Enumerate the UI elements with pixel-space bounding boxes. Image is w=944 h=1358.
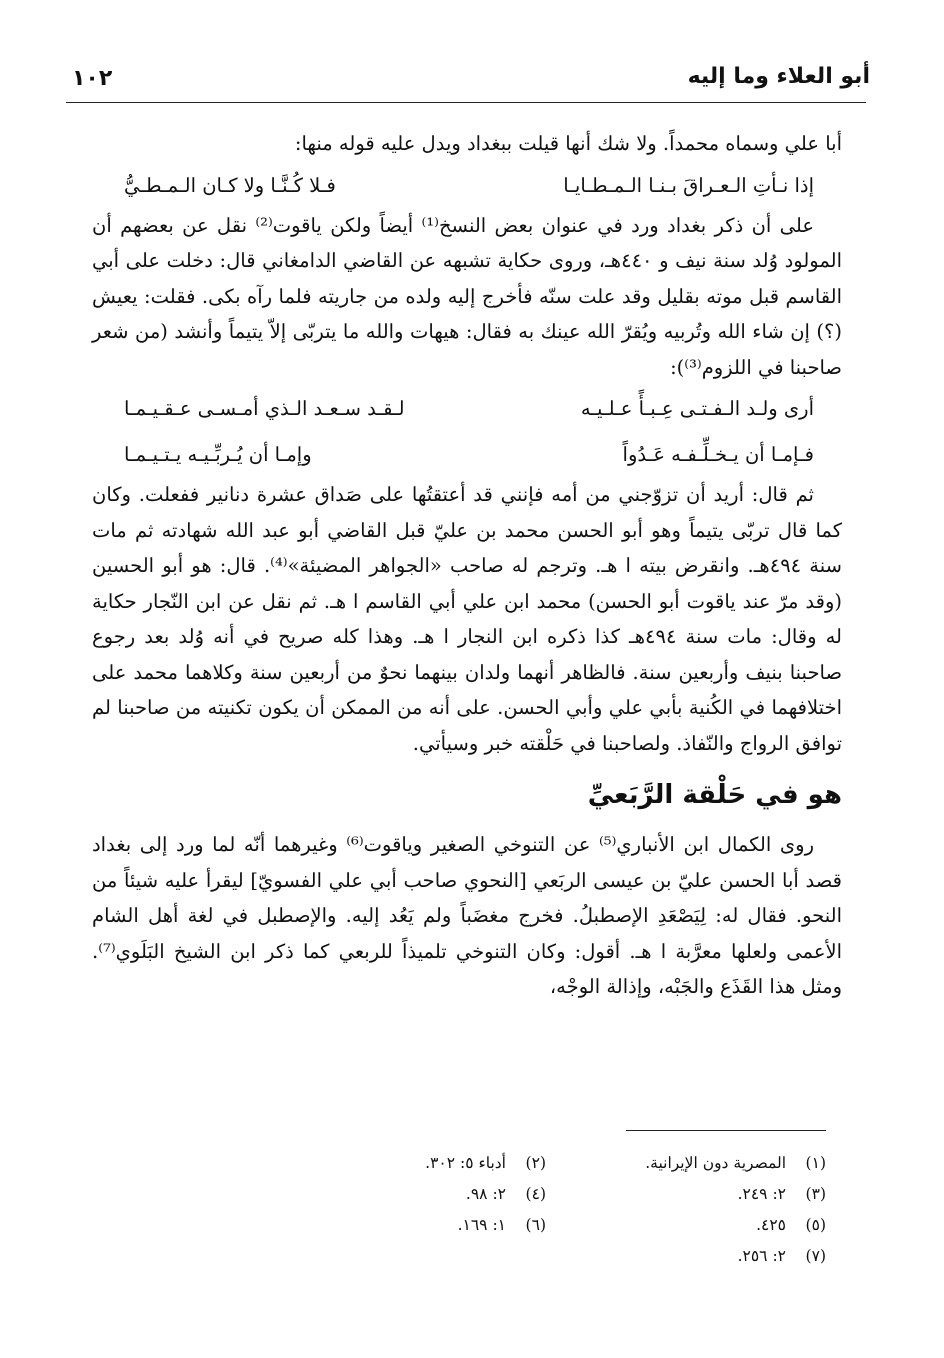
verse-1 [124,164,814,208]
header-rule [66,102,866,103]
verse-3 [124,433,814,477]
verse-1-second-hemistich: فـلا كُـنَّـا ولا كـان الـمـطـيُّ [124,173,336,197]
footnote-row [266,1179,826,1210]
verse-2 [124,387,814,431]
paragraph-2: على أن ذكر بغداد ورد في عنوان بعض النسخ⁽¹⁾ أيضاً ولكن ياقوت⁽²⁾ نقل عن بعضهم أن المولود وُلد سنة نيف و ٤٤٠هـ، وروى حكاية تشبهه عن القاضي الدامغاني قال: دخلت على أبي القاسم قبل موته بقليل وقد علت سنّه فأخرج إليه ولده من جاريته فلما رآه بكى. فقلت: يعيش (؟) إن شاء الله وتُربيه ويُقرّ الله عينك به فقال: هيهات والله ما يتربّى إلاّ يتيماً وأنشد (من شعر صاحبنا في اللزوم⁽³⁾): [92,213,842,379]
main-text [92,126,842,1005]
paragraph-3: ثم قال: أريد أن تزوّجني من أمه فإنني قد أعتقتُها على صَداق عشرة دنانير ففعلت. وكان كما قال تربّى يتيماً وهو أبو الحسن محمد بن عليّ قبل القاضي أبو عبد الله شهادته ثم مات سنة ٤٩٤هـ. وانقرض بيته ا هـ. وترجم له صاحب «الجواهر المضيئة»⁽⁴⁾. قال: هو أبو الحسين (وقد مرّ عند ياقوت أبو الحسن) محمد ابن علي أبي القاسم ا هـ. ثم نقل عن ابن النّجار حكاية له وقال: مات سنة ٤٩٤هـ كذا ذكره ابن النجار ا هـ. وهذا كله صريح في أنه وُلد بعد رجوع صاحبنا بنيف وأربعين سنة. فالظاهر أنهما ولدان بينهما نحوٌ من أربعين سنة وكلاهما محمد على اختلافهما في الكُنية بأبي علي وأبي الحسن. على أنه من الممكن أن يكون تكنيته من صاحبنا لم توافق الرواج والنّفاذ. ولصاحبنا في حَلْقته خبر وسيأتي. [92,483,842,755]
paragraph-4: روى الكمال ابن الأنباري⁽⁵⁾ عن التنوخي الصغير وياقوت⁽⁶⁾ وغيرهما أنّه لما ورد إلى بغداد قصد أبا الحسن عليّ بن عيسى الربَعي [النحوي صاحب أبي علي الفسويّ] ليقرأ عليه شيئاً من النحو. فقال له: لِيَصْعَدِ الإصطبلُ. فخرج مغضَباً ولم يَعُد إليه. والإصطبل في لغة أهل الشام الأعمى ولعلها معرَّبة ا هـ. أقول: وكان التنوخي تلميذاً للربعي كما ذكر ابن الشيخ البَلَوي⁽⁷⁾. ومثل هذا القَذَع والجَبْه، وإذالة الوجْه، [92,833,842,998]
footnote-row [266,1210,826,1241]
footnote-row [266,1148,826,1179]
verse-1-first-hemistich: إذا نـأتِ الـعـراقَ بـنـا الـمـطـايـا [563,173,814,197]
footnotes [266,1148,826,1272]
paragraph-1: أبا علي وسماه محمداً. ولا شك أنها قيلت ببغداد ويدل عليه قوله منها: [294,132,842,155]
running-head [50,64,870,98]
running-title: أبو العلاء وما إليه [687,64,870,89]
section-heading: هو في حَلْقة الرَّبَعيِّ [587,780,842,810]
footnote-2: (٢)أدباء ٥: ٣٠٢. [425,1154,546,1172]
footnote-1: (١)المصرية دون الإيرانية. [645,1154,826,1172]
footnote-rule [626,1130,826,1131]
verse-3-second-hemistich: وإمـا أن يُـربِّـيـه يـتـيـمـا [124,443,312,466]
verse-2-first-hemistich: أرى ولـد الـفـتـى عِـبـأً عـلـيـه [580,397,814,420]
footnote-7: (٧)٢: ٢٥٦. [737,1247,826,1265]
verse-2-second-hemistich: لـقـد سـعـد الـذي أمـسـى عـقـيـمـا [124,397,405,420]
footnote-6: (٦)١: ١٦٩. [457,1216,546,1234]
page-number: ١٠٢ [72,66,113,91]
footnote-3: (٣)٢: ٢٤٩. [737,1185,826,1203]
footnote-5: (٥)٤٢٥. [756,1216,826,1234]
verse-3-first-hemistich: فـإمـا أن يـخـلِّـفـه عَـدُواً [622,443,814,466]
footnote-4: (٤)٢: ٩٨. [465,1185,546,1203]
footnote-row [266,1241,826,1272]
